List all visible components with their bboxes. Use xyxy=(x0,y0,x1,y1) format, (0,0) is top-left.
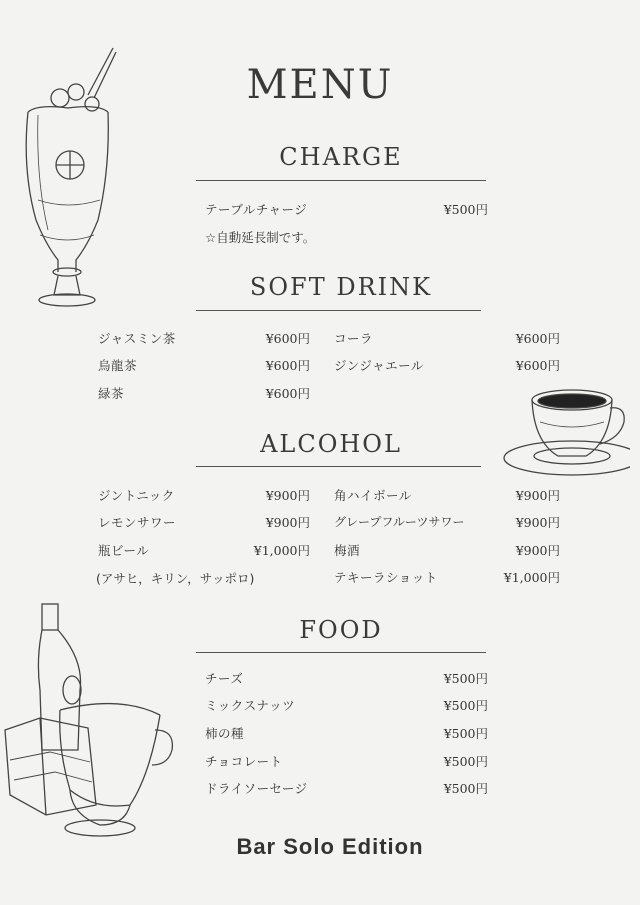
food-item: チョコレート xyxy=(205,754,283,769)
food-price: ¥500円 xyxy=(443,698,488,713)
alcohol-price: ¥900円 xyxy=(515,543,560,558)
alcohol-item: 角ハイボール xyxy=(334,488,412,503)
soft-drink-divider xyxy=(196,310,481,311)
soft-drink-price: ¥600円 xyxy=(265,386,310,401)
alcohol-price: ¥900円 xyxy=(265,515,310,530)
soft-drink-item: 緑茶 xyxy=(98,386,125,401)
alcohol-item: テキーラショット xyxy=(334,570,438,585)
menu-title: MENU xyxy=(246,62,394,108)
charge-note: ☆自動延長制です。 xyxy=(205,230,316,245)
food-heading: FOOD xyxy=(299,616,383,644)
food-item: ドライソーセージ xyxy=(205,781,308,796)
food-item: ミックスナッツ xyxy=(205,698,296,713)
champagne-bucket-icon xyxy=(0,600,185,850)
food-price: ¥500円 xyxy=(443,781,488,796)
soft-drink-price: ¥600円 xyxy=(515,331,560,346)
charge-divider xyxy=(196,180,486,181)
food-price: ¥500円 xyxy=(443,671,488,686)
alcohol-price: ¥900円 xyxy=(515,515,560,530)
food-price: ¥500円 xyxy=(443,754,488,769)
food-divider xyxy=(196,652,486,653)
charge-item-price: ¥500円 xyxy=(443,202,488,217)
soft-drink-price: ¥600円 xyxy=(265,358,310,373)
charge-heading: CHARGE xyxy=(279,143,403,171)
soft-drink-item: コーラ xyxy=(334,331,374,346)
food-item: 柿の種 xyxy=(205,726,245,741)
charge-item-name: テーブルチャージ xyxy=(205,202,308,217)
soft-drink-heading: SOFT DRINK xyxy=(249,273,433,301)
beer-brands-note: (アサヒ，キリン，サッポロ) xyxy=(96,571,255,586)
alcohol-price: ¥900円 xyxy=(515,488,560,503)
food-item: チーズ xyxy=(205,671,244,686)
bar-name-footer: Bar Solo Edition xyxy=(236,834,424,859)
alcohol-heading: ALCOHOL xyxy=(260,430,402,458)
alcohol-item: グレープフルーツサワー xyxy=(334,515,465,529)
soft-drink-item: 烏龍茶 xyxy=(98,358,138,373)
soft-drink-price: ¥600円 xyxy=(515,358,560,373)
alcohol-price: ¥1,000円 xyxy=(503,570,560,585)
alcohol-item: レモンサワー xyxy=(98,515,177,530)
coffee-cup-icon xyxy=(500,380,630,480)
soft-drink-item: ジャスミン茶 xyxy=(98,331,176,346)
soft-drink-price: ¥600円 xyxy=(265,331,310,346)
alcohol-divider xyxy=(196,466,481,467)
alcohol-item: ジントニック xyxy=(98,488,175,503)
food-price: ¥500円 xyxy=(443,726,488,741)
alcohol-item: 瓶ビール xyxy=(98,543,150,558)
soft-drink-item: ジンジャエール xyxy=(334,358,424,373)
alcohol-price: ¥900円 xyxy=(265,488,310,503)
alcohol-item: 梅酒 xyxy=(334,543,361,558)
alcohol-price: ¥1,000円 xyxy=(253,543,310,558)
